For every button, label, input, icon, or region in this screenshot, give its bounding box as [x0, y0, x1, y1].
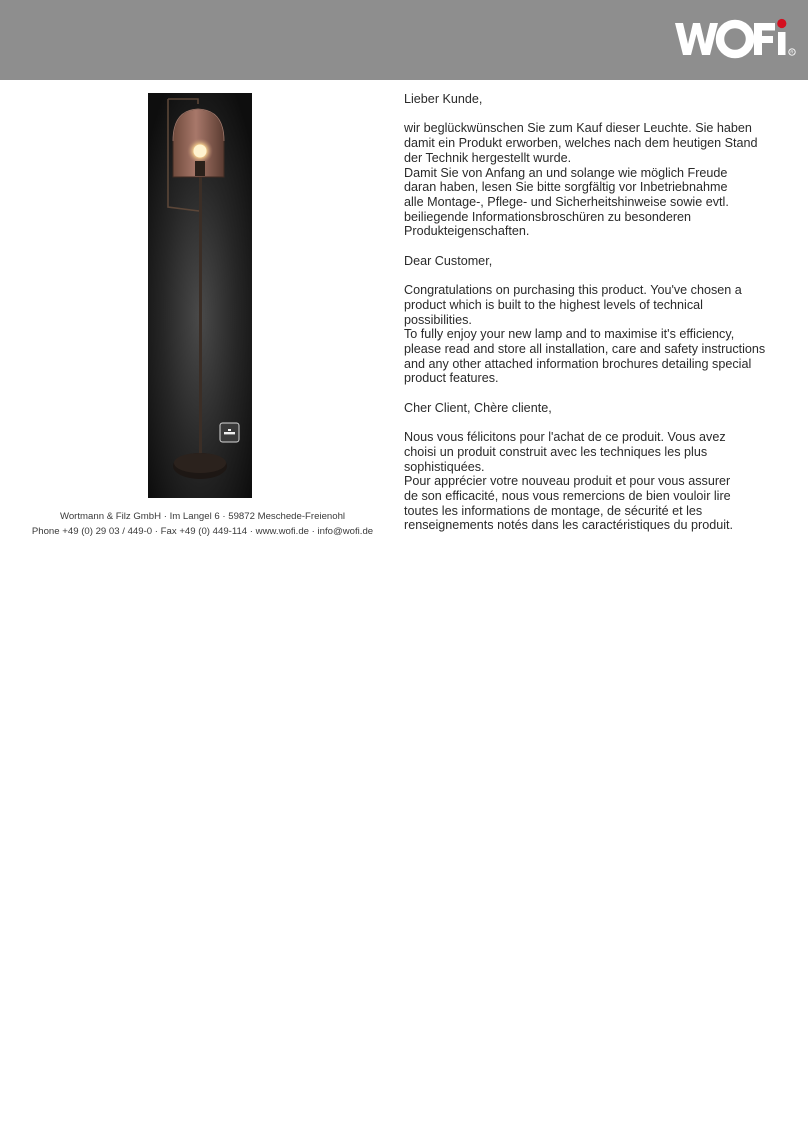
german-body [404, 121, 796, 239]
german-line: Produkteigenschaften. [404, 224, 530, 239]
english-body [404, 283, 796, 386]
wofi-logo [673, 14, 797, 62]
logo-letter-o [720, 24, 750, 54]
multilingual-letter [404, 92, 796, 548]
english-line: Congratulations on purchasing this product. You've chosen a [404, 283, 742, 298]
logo-letter-w [675, 23, 718, 55]
page-header [0, 0, 808, 80]
logo-letter-f [754, 23, 775, 55]
company-address [10, 509, 395, 539]
english-line: possibilities. [404, 312, 472, 327]
german-line: beiliegende Informationsbroschüren zu besonderen [404, 209, 692, 224]
english-line: please read and store all installation, care and safety instructions [404, 341, 766, 356]
french-line: Pour apprécier votre nouveau produit et pour vous assurer [404, 474, 731, 489]
logo-dot [777, 19, 786, 28]
french-line: choisi un produit construit avec les techniques les plus [404, 444, 708, 459]
product-photo [148, 93, 252, 498]
french-salutation: Cher Client, Chère cliente, [404, 400, 552, 415]
german-line: wir beglückwünschen Sie zum Kauf dieser Leuchte. Sie haben [404, 121, 752, 136]
english-line: product features. [404, 371, 499, 386]
german-line: daran haben, lesen Sie bitte sorgfältig vor Inbetriebnahme [404, 180, 728, 195]
english-line: and any other attached information brochures detailing special [404, 356, 752, 371]
lamp-bulb [194, 145, 207, 158]
french-line: toutes les informations de montage, de sécurité et les [404, 503, 703, 518]
german-salutation: Lieber Kunde, [404, 92, 483, 106]
french-line: de son efficacité, nous vous remercions de bien vouloir lire [404, 488, 731, 503]
french-body [404, 430, 796, 533]
german-line: alle Montage-, Pflege- und Sicherheitshinweise sowie evtl. [404, 194, 729, 209]
address-line: Wortmann & Filz GmbH · Im Langel 6 · 59872 Meschede-Freienohl [59, 511, 346, 522]
german-line: damit ein Produkt erworben, welches nach dem heutigen Stand [404, 136, 758, 151]
english-line: product which is built to the highest levels of technical [404, 297, 703, 312]
english-salutation: Dear Customer, [404, 253, 493, 268]
lamp-image [148, 93, 252, 498]
german-line: der Technik hergestellt wurde. [404, 150, 572, 165]
german-line: Damit Sie von Anfang an und solange wie möglich Freude [404, 165, 728, 180]
svg-text:R: R [790, 49, 794, 55]
french-line: renseignements notés dans les caractéristiques du produit. [404, 518, 734, 533]
french-line: Nous vous félicitons pour l'achat de ce produit. Vous avez [404, 430, 726, 445]
french-line: sophistiquées. [404, 459, 485, 474]
logo-letter-i [778, 32, 786, 55]
contact-line: Phone +49 (0) 29 03 / 449-0 · Fax +49 (0) 449-114 · www.wofi.de · info@wofi.de [31, 526, 374, 537]
english-line: To fully enjoy your new lamp and to maximise it's efficiency, [404, 327, 735, 342]
